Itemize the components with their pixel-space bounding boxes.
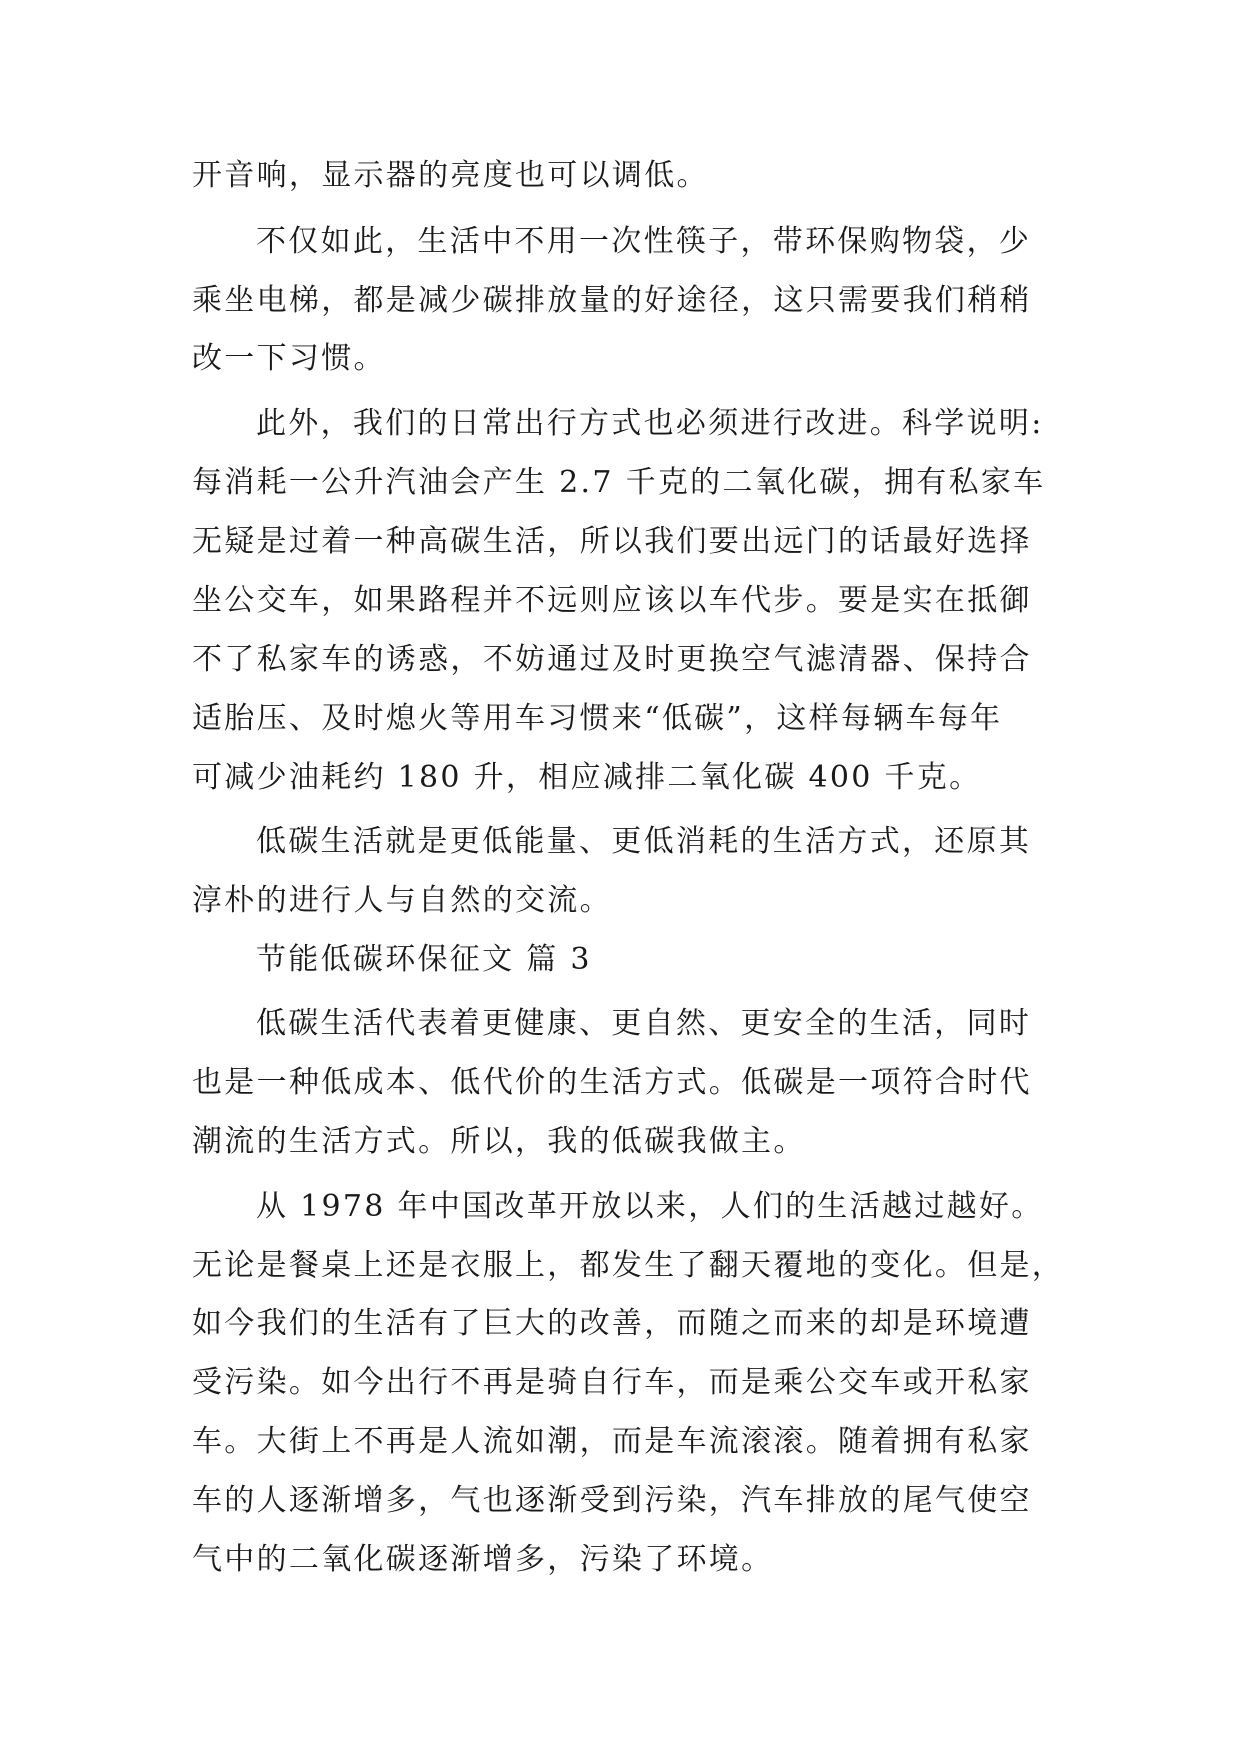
- text-line: 也是一种低成本、低代价的生活方式。低碳是一项符合时代: [192, 1065, 1032, 1100]
- text-line: 如今我们的生活有了巨大的改善，而随之而来的却是环境遭: [192, 1306, 1032, 1341]
- text-line: 无疑是过着一种高碳生活，所以我们要出远门的话最好选择: [192, 524, 1032, 559]
- text-line: 车的人逐渐增多，气也逐渐受到污染，汽车排放的尾气使空: [192, 1483, 1032, 1518]
- text-line: 乘坐电梯，都是减少碳排放量的好途径，这只需要我们稍稍: [192, 283, 1032, 318]
- text-line: 气中的二氧化碳逐渐增多，污染了环境。: [192, 1542, 774, 1577]
- text-line: 车。大街上不再是人流如潮，而是车流滚滚。随着拥有私家: [192, 1424, 1032, 1459]
- text-line: 受污染。如今出行不再是骑自行车，而是乘公交车或开私家: [192, 1365, 1032, 1400]
- text-line: 适胎压、及时熄火等用车习惯来“低碳”，这样每辆车每年: [192, 701, 1003, 736]
- paragraph-start-line: 此外，我们的日常出行方式也必须进行改进。科学说明:: [256, 406, 1044, 441]
- section-heading: 节能低碳环保征文 篇 3: [256, 942, 592, 977]
- paragraph-start-line: 从 1978 年中国改革开放以来，人们的生活越过越好。: [256, 1189, 1044, 1224]
- text-line: 可减少油耗约 180 升，相应减排二氧化碳 400 千克。: [192, 760, 982, 795]
- paragraph-start-line: 低碳生活代表着更健康、更自然、更安全的生活，同时: [256, 1006, 1032, 1041]
- paragraph-start-line: 低碳生活就是更低能量、更低消耗的生活方式，还原其: [256, 824, 1032, 859]
- text-line: 每消耗一公升汽油会产生 2.7 千克的二氧化碳，拥有私家车: [192, 465, 1046, 500]
- text-line: 改一下习惯。: [192, 341, 386, 376]
- text-line: 开音响，显示器的亮度也可以调低。: [192, 158, 709, 193]
- text-line: 淳朴的进行人与自然的交流。: [192, 883, 612, 918]
- text-line: 坐公交车，如果路程并不远则应该以车代步。要是实在抵御: [192, 583, 1032, 618]
- text-line: 无论是餐桌上还是衣服上，都发生了翻天覆地的变化。但是，: [192, 1248, 1065, 1283]
- paragraph-start-line: 不仅如此，生活中不用一次性筷子，带环保购物袋，少: [256, 224, 1032, 259]
- text-line: 潮流的生活方式。所以，我的低碳我做主。: [192, 1124, 806, 1159]
- text-line: 不了私家车的诱惑，不妨通过及时更换空气滤清器、保持合: [192, 642, 1032, 677]
